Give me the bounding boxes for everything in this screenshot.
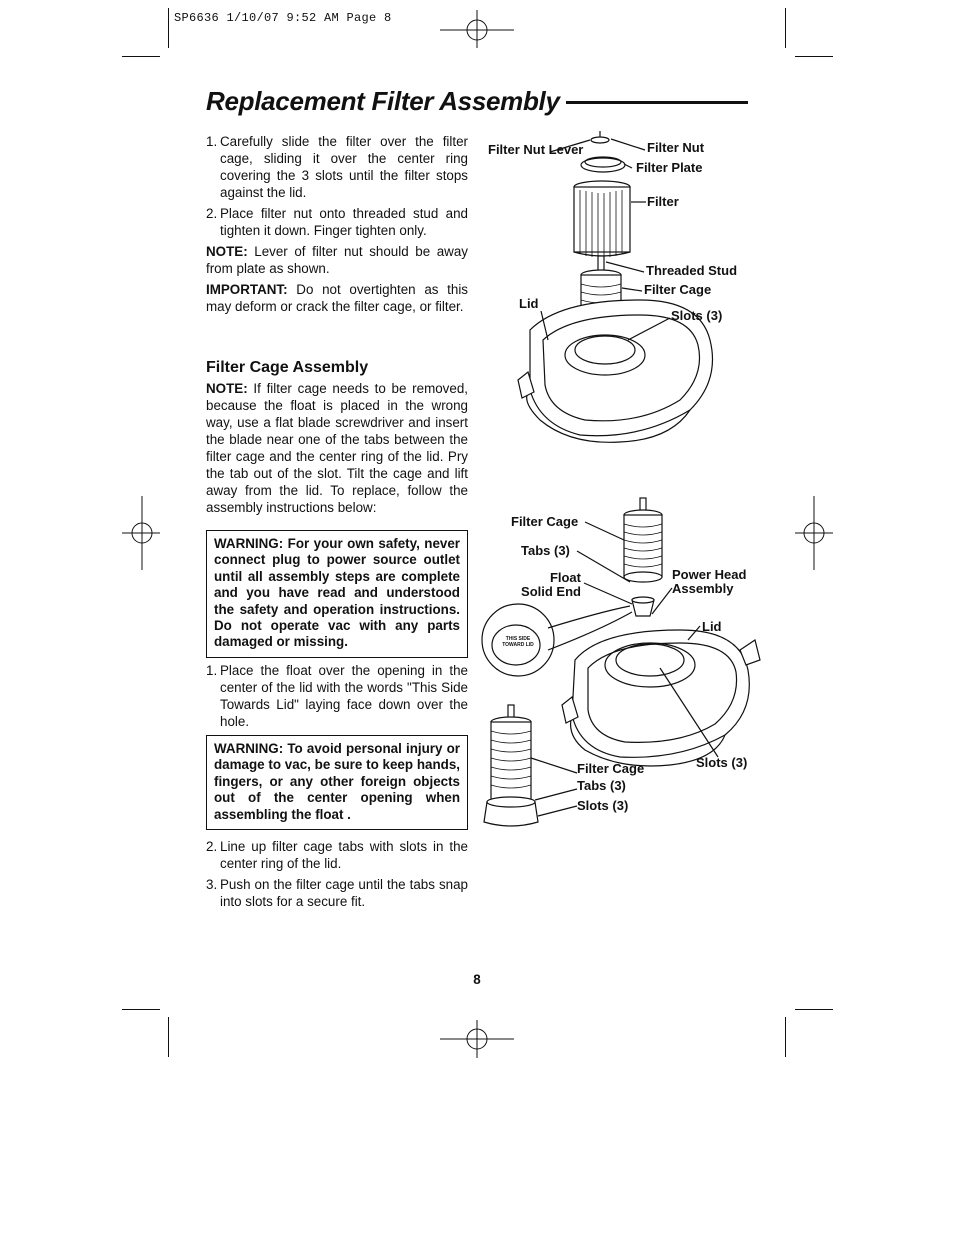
page-title: Replacement Filter Assembly — [206, 86, 560, 116]
step-item: 1. Place the float over the opening in the center of the lid with the words "This Side Towards Lid" laying face down over the hole. — [206, 663, 468, 729]
step-item: 2. Line up filter cage tabs with slots in the center ring of the lid. — [206, 839, 468, 871]
label-filter-cage: Filter Cage — [644, 282, 712, 297]
label-filter-nut-lever: Filter Nut Lever — [488, 142, 584, 157]
label-tabs-upper: Tabs (3) — [521, 543, 570, 558]
label-slots-right: Slots (3) — [696, 755, 748, 770]
label-filter-nut: Filter Nut — [647, 140, 705, 155]
important-paragraph: IMPORTANT: Do not overtighten as this may deform or crack the filter cage, or filter. — [206, 282, 468, 314]
label-filter: Filter — [647, 194, 679, 209]
label-power-head-assembly: Power Head Assembly — [672, 567, 747, 596]
warning-box: WARNING: To avoid personal injury or damage to vac, be sure to keep hands, fingers, or any other foreign objects out of the center opening when assembling the float . — [206, 735, 468, 830]
label-lid: Lid — [519, 296, 539, 311]
step-item: 2. Place filter nut onto threaded stud and tighten it down. Finger tighten only. — [206, 206, 468, 238]
warning-box: WARNING: For your own safety, never connect plug to power source outlet until all assembly steps are complete and you have read and understood the safety and operation instructions. Do not operate vac with any parts damaged or missing. — [206, 530, 468, 658]
note-paragraph: NOTE: Lever of filter nut should be away from plate as shown. — [206, 244, 468, 276]
float-inset-text: THIS SIDE TOWARD LID — [502, 636, 534, 648]
page-number: 8 — [473, 972, 481, 987]
label-filter-cage-upper: Filter Cage — [511, 514, 579, 529]
print-slug: SP6636 1/10/07 9:52 AM Page 8 — [174, 11, 392, 25]
label-tabs-lower: Tabs (3) — [577, 778, 626, 793]
section-heading: Filter Cage Assembly — [206, 359, 369, 376]
step-item: 1. Carefully slide the filter over the filter cage, sliding it over the center ring covering the 3 slots until the filter stops against the lid. — [206, 134, 468, 200]
label-lid: Lid — [702, 619, 722, 634]
note-paragraph: NOTE: If filter cage needs to be removed, because the float is placed in the wrong way, use a flat blade screwdriver and insert the blade near one of the tabs between the filter cage and the center ring of the lid. Pry the tab out of the slot. Tilt the cage and lift away from the lid. To replace, follow the assembly instructions below: — [206, 381, 468, 515]
label-slots: Slots (3) — [671, 308, 723, 323]
label-slots-lower: Slots (3) — [577, 798, 629, 813]
label-filter-cage-lower: Filter Cage — [577, 761, 645, 776]
label-filter-plate: Filter Plate — [636, 160, 703, 175]
label-threaded-stud: Threaded Stud — [646, 263, 738, 278]
step-item: 3. Push on the filter cage until the tabs snap into slots for a secure fit. — [206, 877, 468, 909]
label-float-solid-end: Float Solid End — [521, 570, 581, 599]
